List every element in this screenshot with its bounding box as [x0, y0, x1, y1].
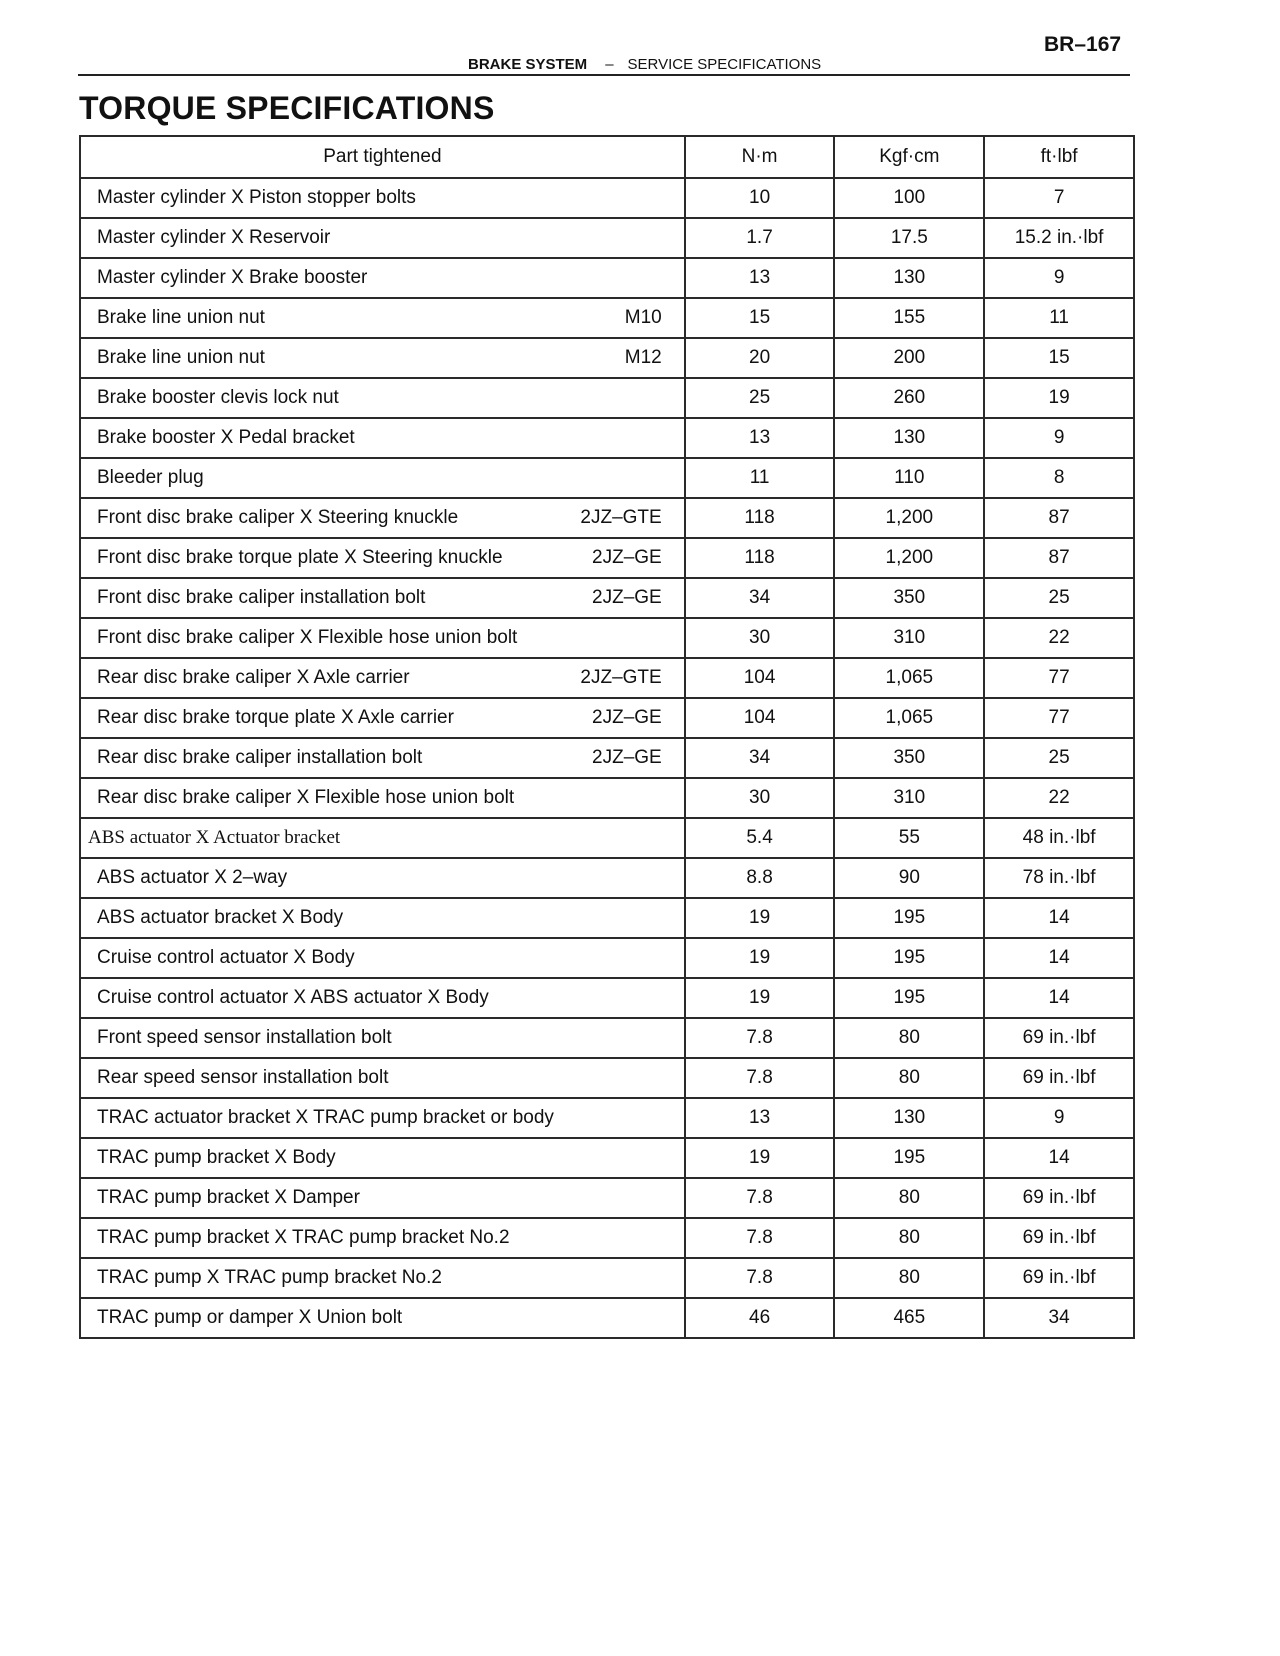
part-name: Cruise control actuator X Body: [97, 947, 355, 968]
part-cell: [80, 1058, 685, 1098]
table-row: [80, 618, 1134, 658]
nm-value: 5.4: [685, 818, 835, 858]
ft-lbf-value: 11: [984, 298, 1134, 338]
ft-lbf-value: 25: [984, 578, 1134, 618]
nm-value: 19: [685, 898, 835, 938]
part-cell: [80, 1218, 685, 1258]
part-cell: [80, 778, 685, 818]
part-cell: [80, 1258, 685, 1298]
nm-value: 19: [685, 1138, 835, 1178]
part-cell: [80, 218, 685, 258]
part-name: Brake booster X Pedal bracket: [97, 427, 355, 448]
part-cell: [80, 258, 685, 298]
subsection-name: SERVICE SPECIFICATIONS: [627, 56, 822, 73]
part-cell: [80, 1018, 685, 1058]
part-cell: [80, 738, 685, 778]
nm-value: 34: [685, 738, 835, 778]
kgf-cm-value: 130: [834, 1098, 984, 1138]
table-row: [80, 418, 1134, 458]
table-row: [80, 1218, 1134, 1258]
nm-value: 10: [685, 178, 835, 218]
column-header-kgf-cm: Kgf·cm: [834, 136, 984, 178]
nm-value: 30: [685, 778, 835, 818]
kgf-cm-value: 80: [834, 1018, 984, 1058]
engine-note: M12: [624, 347, 662, 368]
part-cell: [80, 1098, 685, 1138]
part-name: Rear speed sensor installation bolt: [97, 1067, 389, 1088]
ft-lbf-value: 19: [984, 378, 1134, 418]
part-name: ABS actuator X Actuator bracket: [88, 827, 341, 848]
table-row: [80, 818, 1134, 858]
part-cell: [80, 698, 685, 738]
ft-lbf-value: 77: [984, 658, 1134, 698]
kgf-cm-value: 195: [834, 978, 984, 1018]
kgf-cm-value: 155: [834, 298, 984, 338]
nm-value: 8.8: [685, 858, 835, 898]
page-number: BR–167: [1044, 33, 1122, 56]
part-name: Front speed sensor installation bolt: [97, 1027, 392, 1048]
ft-lbf-value: 8: [984, 458, 1134, 498]
part-name: TRAC pump or damper X Union bolt: [97, 1307, 403, 1328]
part-name: TRAC actuator bracket X TRAC pump bracket or body: [97, 1107, 554, 1128]
part-name: TRAC pump X TRAC pump bracket No.2: [97, 1267, 442, 1288]
part-name: Front disc brake caliper X Flexible hose union bolt: [97, 627, 518, 648]
engine-note: 2JZ–GTE: [580, 507, 662, 528]
part-name: TRAC pump bracket X Damper: [97, 1187, 360, 1208]
ft-lbf-value: 87: [984, 498, 1134, 538]
kgf-cm-value: 90: [834, 858, 984, 898]
part-name: Master cylinder X Piston stopper bolts: [97, 187, 416, 208]
kgf-cm-value: 195: [834, 898, 984, 938]
part-name: Cruise control actuator X ABS actuator X Body: [97, 987, 489, 1008]
ft-lbf-value: 22: [984, 618, 1134, 658]
kgf-cm-value: 17.5: [834, 218, 984, 258]
kgf-cm-value: 1,065: [834, 698, 984, 738]
part-name: Rear disc brake caliper X Axle carrier: [97, 667, 410, 688]
ft-lbf-value: 78 in.·lbf: [984, 858, 1134, 898]
table-row: [80, 1298, 1134, 1338]
kgf-cm-value: 55: [834, 818, 984, 858]
ft-lbf-value: 69 in.·lbf: [984, 1018, 1134, 1058]
table-row: [80, 778, 1134, 818]
kgf-cm-value: 1,200: [834, 538, 984, 578]
part-name: Brake line union nut: [97, 307, 265, 328]
part-name: TRAC pump bracket X TRAC pump bracket No.2: [97, 1227, 510, 1248]
torque-specifications-table: [79, 135, 1135, 1339]
part-cell: [80, 1138, 685, 1178]
nm-value: 7.8: [685, 1178, 835, 1218]
kgf-cm-value: 80: [834, 1178, 984, 1218]
part-cell: [80, 818, 685, 858]
nm-value: 13: [685, 258, 835, 298]
part-cell: [80, 1298, 685, 1338]
part-cell: [80, 938, 685, 978]
part-cell: [80, 658, 685, 698]
table-row: [80, 338, 1134, 378]
kgf-cm-value: 1,200: [834, 498, 984, 538]
part-cell: [80, 978, 685, 1018]
table-row: [80, 1178, 1134, 1218]
engine-note: 2JZ–GE: [592, 547, 662, 568]
kgf-cm-value: 110: [834, 458, 984, 498]
table-body: [80, 178, 1134, 1338]
nm-value: 7.8: [685, 1218, 835, 1258]
nm-value: 19: [685, 938, 835, 978]
part-cell: [80, 858, 685, 898]
kgf-cm-value: 310: [834, 618, 984, 658]
ft-lbf-value: 9: [984, 1098, 1134, 1138]
nm-value: 34: [685, 578, 835, 618]
ft-lbf-value: 34: [984, 1298, 1134, 1338]
table-row: [80, 258, 1134, 298]
table-row: [80, 538, 1134, 578]
nm-value: 30: [685, 618, 835, 658]
table-row: [80, 498, 1134, 538]
table-row: [80, 978, 1134, 1018]
nm-value: 7.8: [685, 1058, 835, 1098]
part-cell: [80, 1178, 685, 1218]
column-header-ft-lbf: ft·lbf: [984, 136, 1134, 178]
nm-value: 15: [685, 298, 835, 338]
kgf-cm-value: 80: [834, 1218, 984, 1258]
part-cell: [80, 418, 685, 458]
kgf-cm-value: 200: [834, 338, 984, 378]
part-name: Rear disc brake caliper installation bolt: [97, 747, 423, 768]
part-cell: [80, 618, 685, 658]
ft-lbf-value: 69 in.·lbf: [984, 1178, 1134, 1218]
ft-lbf-value: 9: [984, 258, 1134, 298]
ft-lbf-value: 69 in.·lbf: [984, 1058, 1134, 1098]
nm-value: 13: [685, 1098, 835, 1138]
ft-lbf-value: 14: [984, 978, 1134, 1018]
nm-value: 7.8: [685, 1258, 835, 1298]
part-name: Master cylinder X Brake booster: [97, 267, 368, 288]
ft-lbf-value: 15: [984, 338, 1134, 378]
kgf-cm-value: 195: [834, 1138, 984, 1178]
engine-note: 2JZ–GE: [592, 747, 662, 768]
part-name: ABS actuator X 2–way: [97, 867, 288, 888]
nm-value: 25: [685, 378, 835, 418]
column-header-part: Part tightened: [80, 136, 685, 178]
kgf-cm-value: 465: [834, 1298, 984, 1338]
table-header-row: [80, 136, 1134, 178]
nm-value: 104: [685, 658, 835, 698]
part-cell: [80, 338, 685, 378]
part-name: Bleeder plug: [97, 467, 204, 488]
part-name: Master cylinder X Reservoir: [97, 227, 331, 248]
nm-value: 118: [685, 538, 835, 578]
ft-lbf-value: 22: [984, 778, 1134, 818]
nm-value: 46: [685, 1298, 835, 1338]
table-row: [80, 218, 1134, 258]
kgf-cm-value: 1,065: [834, 658, 984, 698]
kgf-cm-value: 80: [834, 1258, 984, 1298]
table-row: [80, 178, 1134, 218]
kgf-cm-value: 130: [834, 258, 984, 298]
kgf-cm-value: 260: [834, 378, 984, 418]
part-name: Brake line union nut: [97, 347, 265, 368]
header-separator: –: [605, 56, 614, 73]
table-row: [80, 378, 1134, 418]
ft-lbf-value: 9: [984, 418, 1134, 458]
table-row: [80, 898, 1134, 938]
nm-value: 19: [685, 978, 835, 1018]
table-row: [80, 698, 1134, 738]
ft-lbf-value: 69 in.·lbf: [984, 1258, 1134, 1298]
ft-lbf-value: 14: [984, 938, 1134, 978]
ft-lbf-value: 15.2 in.·lbf: [984, 218, 1134, 258]
part-name: Front disc brake caliper installation bolt: [97, 587, 426, 608]
ft-lbf-value: 7: [984, 178, 1134, 218]
part-cell: [80, 458, 685, 498]
kgf-cm-value: 350: [834, 578, 984, 618]
engine-note: 2JZ–GE: [592, 707, 662, 728]
engine-note: 2JZ–GTE: [580, 667, 662, 688]
page-title: TORQUE SPECIFICATIONS: [79, 90, 495, 126]
kgf-cm-value: 310: [834, 778, 984, 818]
table-row: [80, 1018, 1134, 1058]
part-cell: [80, 538, 685, 578]
part-cell: [80, 578, 685, 618]
part-name: TRAC pump bracket X Body: [97, 1147, 336, 1168]
table-row: [80, 738, 1134, 778]
part-name: Rear disc brake caliper X Flexible hose union bolt: [97, 787, 515, 808]
part-cell: [80, 298, 685, 338]
part-cell: [80, 378, 685, 418]
part-name: Front disc brake caliper X Steering knuckle: [97, 507, 459, 528]
nm-value: 11: [685, 458, 835, 498]
nm-value: 13: [685, 418, 835, 458]
running-header: [468, 56, 821, 73]
part-name: Rear disc brake torque plate X Axle carrier: [97, 707, 454, 728]
part-name: ABS actuator bracket X Body: [97, 907, 344, 928]
header-rule: [78, 74, 1130, 76]
nm-value: 1.7: [685, 218, 835, 258]
part-name: Front disc brake torque plate X Steering knuckle: [97, 547, 503, 568]
table-row: [80, 578, 1134, 618]
table-row: [80, 1098, 1134, 1138]
part-cell: [80, 498, 685, 538]
engine-note: 2JZ–GE: [592, 587, 662, 608]
part-cell: [80, 898, 685, 938]
ft-lbf-value: 77: [984, 698, 1134, 738]
kgf-cm-value: 100: [834, 178, 984, 218]
table-row: [80, 658, 1134, 698]
ft-lbf-value: 14: [984, 898, 1134, 938]
kgf-cm-value: 350: [834, 738, 984, 778]
engine-note: M10: [624, 307, 662, 328]
ft-lbf-value: 25: [984, 738, 1134, 778]
nm-value: 20: [685, 338, 835, 378]
table-row: [80, 858, 1134, 898]
ft-lbf-value: 14: [984, 1138, 1134, 1178]
table-row: [80, 458, 1134, 498]
column-header-nm: N·m: [685, 136, 835, 178]
table-row: [80, 298, 1134, 338]
nm-value: 118: [685, 498, 835, 538]
table-row: [80, 1058, 1134, 1098]
ft-lbf-value: 87: [984, 538, 1134, 578]
kgf-cm-value: 195: [834, 938, 984, 978]
table-row: [80, 1258, 1134, 1298]
nm-value: 104: [685, 698, 835, 738]
part-name: Brake booster clevis lock nut: [97, 387, 339, 408]
ft-lbf-value: 69 in.·lbf: [984, 1218, 1134, 1258]
table-row: [80, 938, 1134, 978]
kgf-cm-value: 80: [834, 1058, 984, 1098]
section-name: BRAKE SYSTEM: [468, 56, 588, 73]
table-row: [80, 1138, 1134, 1178]
nm-value: 7.8: [685, 1018, 835, 1058]
kgf-cm-value: 130: [834, 418, 984, 458]
ft-lbf-value: 48 in.·lbf: [984, 818, 1134, 858]
part-cell: [80, 178, 685, 218]
